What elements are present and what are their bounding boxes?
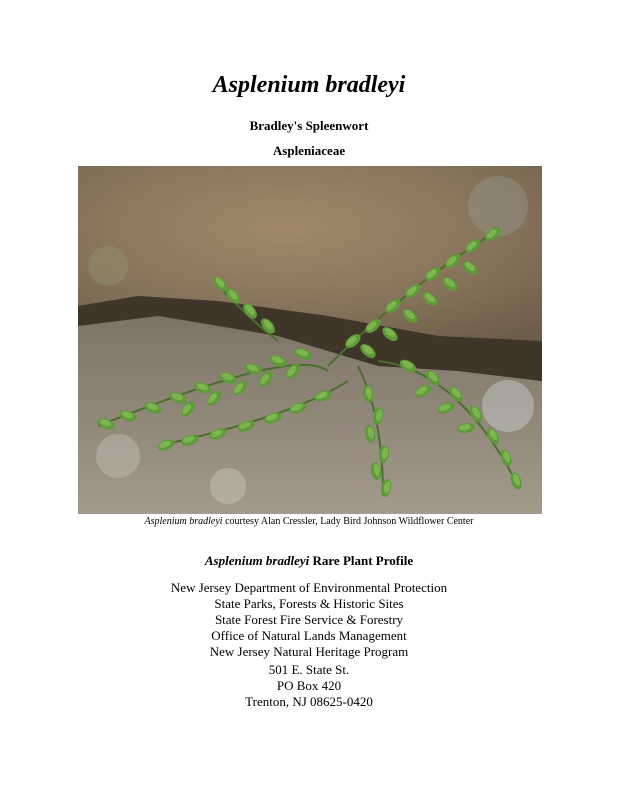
fern-photo xyxy=(78,166,542,514)
profile-species: Asplenium bradleyi xyxy=(204,553,310,568)
fern-on-rock-illustration xyxy=(78,166,542,514)
address-line: PO Box 420 xyxy=(276,678,342,693)
page-title: Asplenium bradleyi xyxy=(212,72,406,98)
agency-line: New Jersey Department of Environmental Protection xyxy=(170,580,448,595)
agency-line: Office of Natural Lands Management xyxy=(211,628,407,643)
agency-block xyxy=(0,580,618,660)
caption-credit: courtesy Alan Cressler, Lady Bird Johnson Wildflower Center xyxy=(222,516,474,527)
family-name: Aspleniaceae xyxy=(272,143,346,158)
agency-line: State Parks, Forests & Historic Sites xyxy=(214,596,404,611)
agency-line: New Jersey Natural Heritage Program xyxy=(209,644,409,659)
photo-caption xyxy=(0,516,618,527)
agency-line: State Forest Fire Service & Forestry xyxy=(214,612,404,627)
address-block xyxy=(0,662,618,710)
address-line: Trenton, NJ 08625-0420 xyxy=(245,694,373,709)
profile-heading xyxy=(0,553,618,569)
address-line: 501 E. State St. xyxy=(268,662,350,677)
common-name: Bradley's Spleenwort xyxy=(249,118,369,133)
caption-species: Asplenium bradleyi xyxy=(144,516,223,527)
profile-suffix: Rare Plant Profile xyxy=(309,553,414,568)
